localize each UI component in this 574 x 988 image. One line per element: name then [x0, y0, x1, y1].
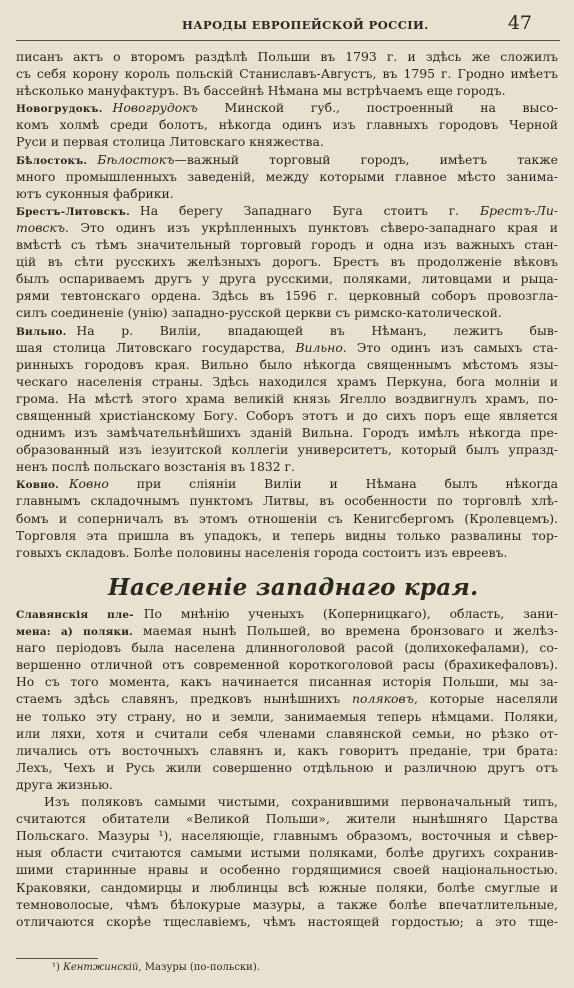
- text-line: [16, 48, 558, 65]
- side-heading: мена: а) поляки.: [16, 626, 133, 639]
- text-line: [16, 356, 558, 373]
- side-heading: Брестъ-Литовскъ.: [16, 205, 130, 218]
- line-text: На р. Виліи, впадающей въ Нѣманъ, лежитъ быв-: [76, 322, 558, 338]
- line-text: силъ соединеніе (унію) западно-русской церкви съ римско-католической.: [16, 305, 502, 321]
- footnote-text: Мазуры (по-польски).: [141, 962, 260, 973]
- line-text: считаются обитатели «Великой Польши», жители нынѣшняго Царства: [16, 811, 558, 827]
- line-text: цій въ сѣти русскихъ желѣзныхъ дорогъ. Брестъ въ продолженіе вѣковъ: [16, 254, 558, 270]
- text-line: [16, 441, 558, 458]
- line-text: ринныхъ городовъ края. Вильно было нѣкогда священнымъ мѣстомъ язы-: [16, 356, 558, 372]
- line-text: —важный торговый городъ, имѣетъ также: [174, 151, 558, 167]
- text-line: [16, 424, 558, 441]
- line-text: образованный изъ іезуитской коллегіи университетъ, который былъ упразд-: [16, 442, 558, 458]
- text-line: [16, 253, 558, 270]
- text-line: [16, 270, 558, 287]
- text-line: [16, 168, 558, 185]
- text-line: [16, 759, 558, 776]
- line-text: Изъ поляковъ самыми чистыми, сохранившими первоначальный типъ,: [44, 794, 558, 810]
- line-text: много промышленныхъ заведеній, между которыми главное мѣсто занима-: [16, 168, 558, 184]
- text-line: [16, 673, 558, 690]
- line-text: шая столица Литовскаго государства,: [16, 339, 296, 355]
- side-heading: Ковно.: [16, 479, 59, 492]
- text-block-top: [16, 48, 558, 561]
- footnote: [52, 962, 260, 973]
- text-line: [16, 390, 558, 407]
- text-line: [16, 544, 558, 561]
- line-text: маемая нынѣ Польшей, во времена бронзоваго и желѣз-: [142, 623, 558, 639]
- footnote-author: Кентжинскій,: [63, 962, 142, 973]
- line-text: Лехъ, Чехъ и Русь жили совершенно отдѣльною и различною другъ отъ: [16, 759, 558, 775]
- italic-term: поляковъ,: [352, 691, 418, 707]
- line-text: главнымъ складочнымъ пунктомъ Литвы, въ особенности по торговлѣ хлѣ-: [16, 493, 558, 509]
- line-text: стаемъ здѣсь славянъ, предковъ нынѣшнихъ: [16, 691, 353, 707]
- line-text: личались отъ восточныхъ славянъ и, какъ говоритъ преданіе, три брата:: [16, 742, 558, 758]
- line-text: Минской губ., построенный на высо-: [197, 100, 558, 116]
- footnote-marker: ¹): [52, 962, 64, 973]
- text-block-bottom: [16, 605, 558, 930]
- line-text: однимъ изъ замѣчательнѣйшихъ зданій Вильна. Городъ имѣлъ нѣкогда пре-: [16, 425, 558, 441]
- line-text: Руси и первая столица Литовскаго княжества.: [16, 134, 324, 150]
- footnote-rule: [16, 958, 98, 959]
- italic-term: Ковно: [68, 476, 109, 492]
- text-line: [16, 219, 558, 236]
- line-text: темноволосые, чѣмъ бѣлокурые мазуры, а также болѣе впечатлительные,: [16, 896, 558, 912]
- text-line: [16, 793, 558, 810]
- side-heading: Вильно.: [16, 325, 67, 338]
- line-text: ютъ суконныя фабрики.: [16, 185, 174, 201]
- line-text: при сліяніи Виліи и Нѣмана былъ нѣкогда: [108, 476, 558, 492]
- text-line: [16, 827, 558, 844]
- text-line: [16, 913, 558, 930]
- text-line: [16, 82, 558, 99]
- header-rule: [16, 40, 560, 41]
- text-line: [16, 287, 558, 304]
- line-text: вмѣстѣ съ тѣмъ значительный торговый городъ и одна изъ важныхъ стан-: [16, 237, 558, 253]
- text-line: [16, 879, 558, 896]
- line-text: На берегу Западнаго Буга стоитъ г.: [139, 202, 480, 218]
- line-text: Это одинъ изъ укрѣпленныхъ пунктовъ сѣверо-западнаго края и: [68, 219, 558, 235]
- text-line: [16, 742, 558, 759]
- line-text: ныя области считаются самыми истыми поляками, болѣе другихъ сохранив-: [16, 845, 558, 861]
- text-line: [16, 185, 558, 202]
- text-line: [16, 861, 558, 878]
- line-text: грома. На мѣстѣ этого храма великій князь Ягелло воздвигнулъ храмъ, по-: [16, 390, 558, 406]
- text-line: [16, 236, 558, 253]
- running-header: [0, 10, 574, 38]
- text-line: [16, 605, 558, 622]
- line-text: нѣсколько мануфактуръ. Въ бассейнѣ Нѣмана мы встрѣчаемъ еще городъ.: [16, 83, 506, 99]
- line-text: Но съ того момента, какъ начинается писанная исторія Польши, мы за-: [16, 674, 558, 690]
- italic-term: Вильно.: [295, 339, 347, 355]
- text-line: [16, 151, 558, 168]
- line-text: Это одинъ изъ самыхъ ста-: [346, 339, 558, 355]
- text-line: [16, 690, 558, 707]
- text-line: [16, 116, 558, 133]
- text-line: [16, 304, 558, 321]
- line-text: Торговля эта пришла въ упадокъ, и теперь видны только развалины тор-: [16, 527, 558, 543]
- italic-term: товскъ.: [16, 219, 69, 235]
- line-text: ческаго населенія страны. Здѣсь находился храмъ Перкуна, бога молніи и: [16, 373, 558, 389]
- italic-term: Новогрудокъ: [112, 100, 198, 116]
- text-line: [16, 492, 558, 509]
- line-text: говыхъ складовъ. Болѣе половины населенія города состоитъ изъ евреевъ.: [16, 544, 508, 560]
- text-line: [16, 475, 558, 492]
- line-text: Польскаго. Мазуры ¹), населяющіе, главнымъ образомъ, восточныя и сѣвер-: [16, 828, 558, 844]
- text-line: [16, 527, 558, 544]
- line-text: священный христіанскому Богу. Соборъ этотъ и до сихъ поръ еще является: [16, 407, 558, 423]
- text-line: [16, 510, 558, 527]
- line-text: шими старинные нравы и особенно гордящимися своей національностью.: [16, 862, 558, 878]
- text-line: [16, 65, 558, 82]
- section-title: Населеніе западнаго края.: [108, 574, 479, 601]
- line-text: писанъ актъ о второмъ раздѣлѣ Польши въ 1793 г. и здѣсь же сложилъ: [16, 49, 558, 64]
- text-line: [16, 776, 558, 793]
- text-line: [16, 896, 558, 913]
- text-line: [16, 373, 558, 390]
- text-line: [16, 639, 558, 656]
- line-text: рями тевтонскаго ордена. Здѣсь въ 1596 г. церковный соборъ провозгла-: [16, 288, 558, 304]
- line-text: былъ оспариваемъ другъ у друга русскими, поляками, литовцами и рыца-: [16, 271, 558, 287]
- side-heading: Новогрудокъ.: [16, 103, 103, 116]
- text-line: [16, 708, 558, 725]
- text-line: [16, 339, 558, 356]
- line-text: наго періодовъ была населена длинноголовой расой (долихокефалами), со-: [16, 640, 558, 656]
- text-line: [16, 99, 558, 116]
- text-line: [16, 133, 558, 150]
- line-text: или ляхи, хотя и считали себя членами славянской семьи, но рѣзко от-: [16, 725, 558, 741]
- line-text: Краковяки, сандомирцы и люблинцы всѣ южные поляки, болѣе смуглые и: [16, 879, 558, 895]
- line-text: бомъ и соперничалъ въ этомъ отношеніи съ Кенигсбергомъ (Кролевцемъ).: [16, 510, 558, 526]
- line-text: отличаются скорѣе тщеславіемъ, чѣмъ настоящей гордостью; а это тще-: [16, 913, 558, 929]
- side-heading: Бѣлостокъ.: [16, 154, 88, 167]
- line-text: ненъ послѣ польскаго возстанія въ 1832 г.: [16, 459, 295, 475]
- text-line: [16, 844, 558, 861]
- text-line: [16, 622, 558, 639]
- line-text: которые населяли: [417, 691, 558, 707]
- text-line: [16, 810, 558, 827]
- line-text: вершенно отличной отъ современной короткоголовой расы (брахикефаловъ).: [16, 657, 558, 673]
- text-line: [16, 202, 558, 219]
- line-text: друга жизнью.: [16, 776, 113, 792]
- text-line: [16, 725, 558, 742]
- text-line: [16, 407, 558, 424]
- text-line: [16, 656, 558, 673]
- italic-term: Бѣлостокъ: [97, 151, 175, 167]
- line-text: комъ холмѣ среди болотъ, нѣкогда одинъ изъ главныхъ городовъ Черной: [16, 117, 558, 133]
- side-heading: Славянскія пле-: [16, 609, 134, 621]
- page-number: 47: [507, 12, 532, 34]
- text-line: [16, 458, 558, 475]
- line-text: не только эту страну, но и земли, занимаемыя теперь нѣмцами. Поляки,: [16, 708, 558, 724]
- line-text: По мнѣнію ученыхъ (Коперницкаго), область, зани-: [143, 606, 558, 621]
- line-text: съ себя корону король польскій Станиславъ-Августъ, въ 1795 г. Гродно имѣетъ: [16, 66, 558, 82]
- text-line: [16, 322, 558, 339]
- header-title: НАРОДЫ ЕВРОПЕЙСКОЙ РОССІИ.: [182, 18, 429, 32]
- italic-term: Брестъ-Ли-: [479, 202, 558, 218]
